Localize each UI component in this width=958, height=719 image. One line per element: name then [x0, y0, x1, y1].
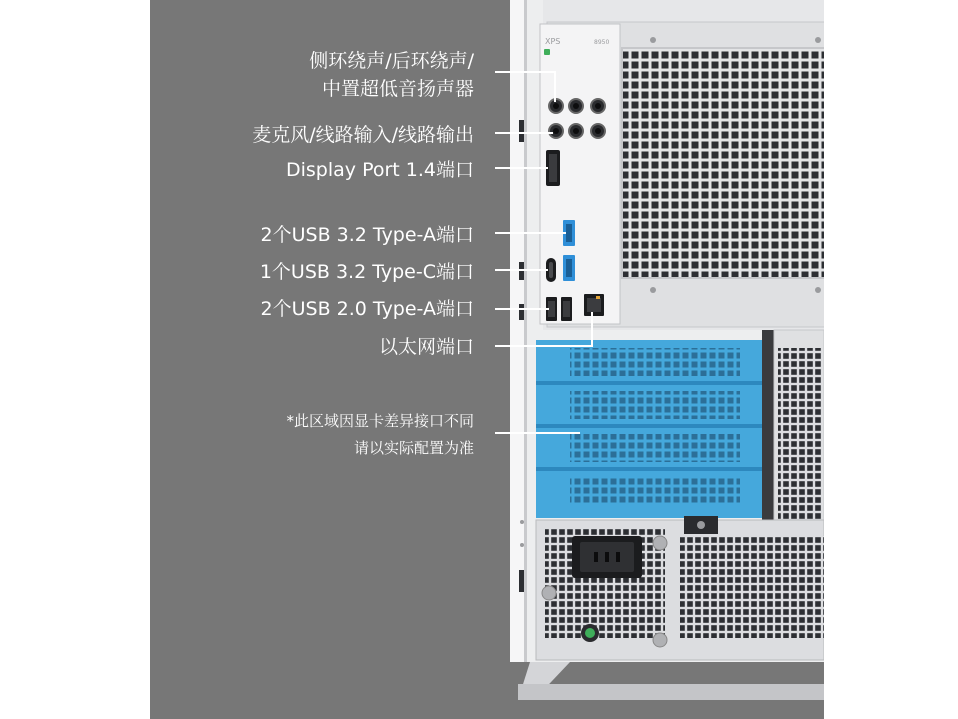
label-surround-line1: 侧环绕声/后环绕声/ — [309, 50, 474, 72]
label-displayport: Display Port 1.4端口 — [286, 159, 474, 181]
rear-fan-vent — [622, 37, 824, 293]
gpu-note-line2: 请以实际配置为准 — [353, 439, 474, 457]
gpu-note-line1: *此区域因显卡差异接口不同 — [286, 412, 474, 430]
label-usb20-typea: 2个USB 2.0 Type-A端口 — [260, 298, 474, 320]
label-mic-line: 麦克风/线路输入/线路输出 — [252, 124, 474, 146]
displayport-port — [546, 150, 560, 186]
label-usb32-typec: 1个USB 3.2 Type-C端口 — [259, 261, 474, 283]
io-panel — [540, 24, 620, 324]
label-ethernet: 以太网端口 — [378, 336, 474, 358]
expansion-slot-covers — [536, 330, 824, 530]
io-brand-text: XPS — [545, 37, 561, 46]
product-illustration — [150, 0, 824, 719]
ac-power-inlet — [572, 536, 642, 578]
label-surround-line2: 中置超低音扬声器 — [321, 78, 474, 100]
ethernet-port — [584, 294, 604, 316]
io-model-text: 8950 — [594, 39, 610, 46]
label-usb32-typea: 2个USB 3.2 Type-A端口 — [260, 224, 474, 246]
